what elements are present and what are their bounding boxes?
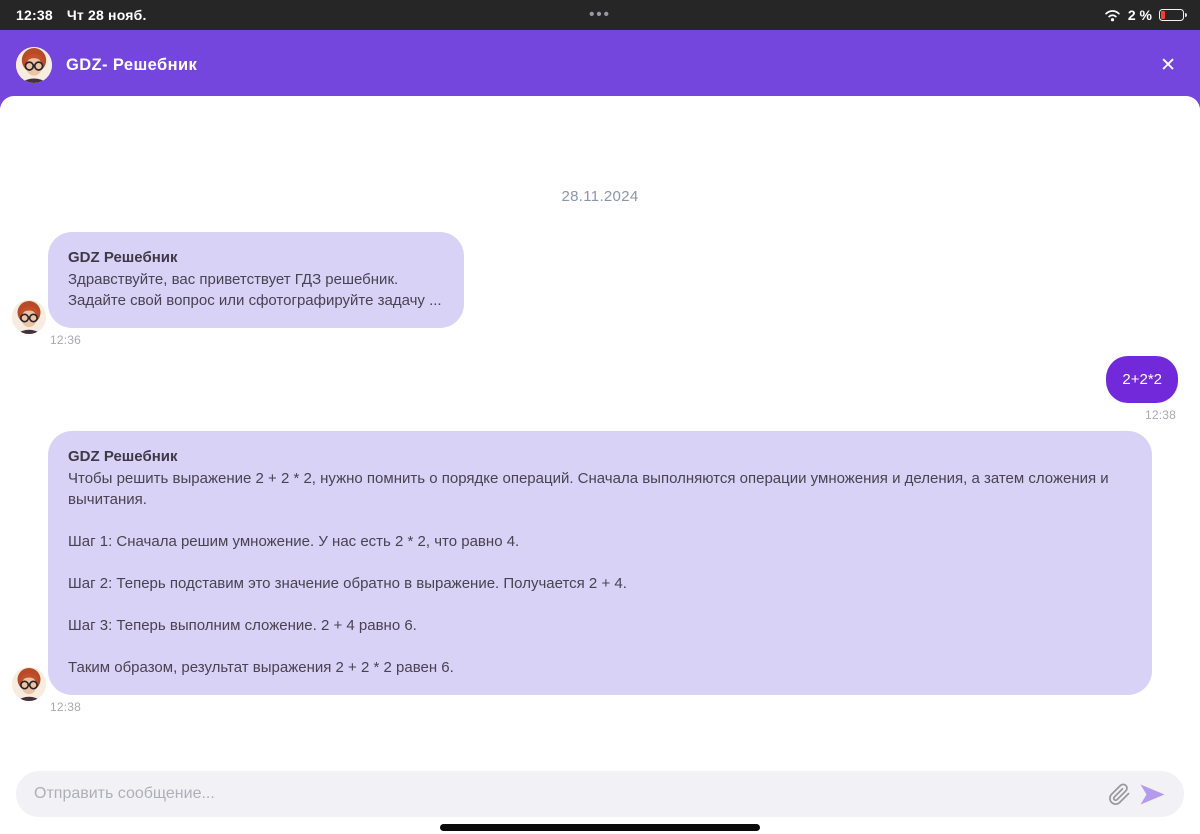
wifi-icon — [1104, 9, 1121, 22]
message-paragraph: Шаг 3: Теперь выполним сложение. 2 + 4 равно 6. — [68, 617, 417, 634]
status-bar — [0, 0, 1200, 30]
send-icon[interactable] — [1135, 780, 1170, 809]
bot-avatar — [12, 667, 46, 701]
bot-message-row — [0, 431, 1200, 695]
message-paragraph: Чтобы решить выражение 2 + 2 * 2, нужно помнить о порядке операций. Сначала выполняются операции умножения и деления, а затем сложения и вычитания. — [68, 470, 1109, 508]
composer — [0, 771, 1200, 817]
message-paragraph: Шаг 1: Сначала решим умножение. У нас есть 2 * 2, что равно 4. — [68, 533, 520, 550]
bot-message-bubble — [48, 431, 1152, 695]
message-input-pill — [16, 771, 1184, 817]
status-right — [1104, 7, 1184, 23]
bot-message-bubble — [48, 232, 464, 328]
header-bot-avatar — [16, 47, 52, 83]
message-sender: GDZ Решебник — [68, 448, 178, 465]
home-indicator[interactable] — [440, 824, 760, 831]
message-timestamp: 12:38 — [1144, 408, 1176, 422]
close-icon[interactable]: ✕ — [1160, 54, 1176, 76]
message-line: Задайте свой вопрос или сфотографируйте задачу ... — [68, 292, 442, 309]
battery-icon — [1159, 9, 1184, 21]
date-separator: 28.11.2024 — [561, 188, 639, 205]
message-list — [0, 96, 1200, 771]
message-sender: GDZ Решебник — [68, 249, 178, 266]
bot-message-row — [0, 232, 1200, 328]
user-message-row — [0, 356, 1200, 403]
status-date: Чт 28 нояб. — [66, 7, 147, 23]
message-timestamp: 12:36 — [50, 333, 82, 347]
message-paragraph: Шаг 2: Теперь подставим это значение обратно в выражение. Получается 2 + 4. — [68, 575, 627, 592]
chat-title: GDZ- Решебник — [66, 55, 198, 74]
multitask-dots-icon: ••• — [589, 6, 611, 23]
status-left — [16, 7, 147, 23]
status-time: 12:38 — [16, 7, 53, 23]
user-message-bubble: 2+2*2 — [1106, 356, 1178, 403]
battery-percent: 2 % — [1127, 7, 1152, 23]
message-timestamp: 12:38 — [50, 700, 82, 714]
message-line: Здравствуйте, вас приветствует ГДЗ решебник. — [68, 271, 399, 288]
paperclip-icon[interactable] — [1104, 779, 1135, 810]
chat-sheet — [0, 96, 1200, 834]
message-input[interactable] — [34, 785, 1104, 803]
bot-avatar — [12, 300, 46, 334]
message-paragraph: Таким образом, результат выражения 2 + 2 * 2 равен 6. — [68, 659, 454, 676]
